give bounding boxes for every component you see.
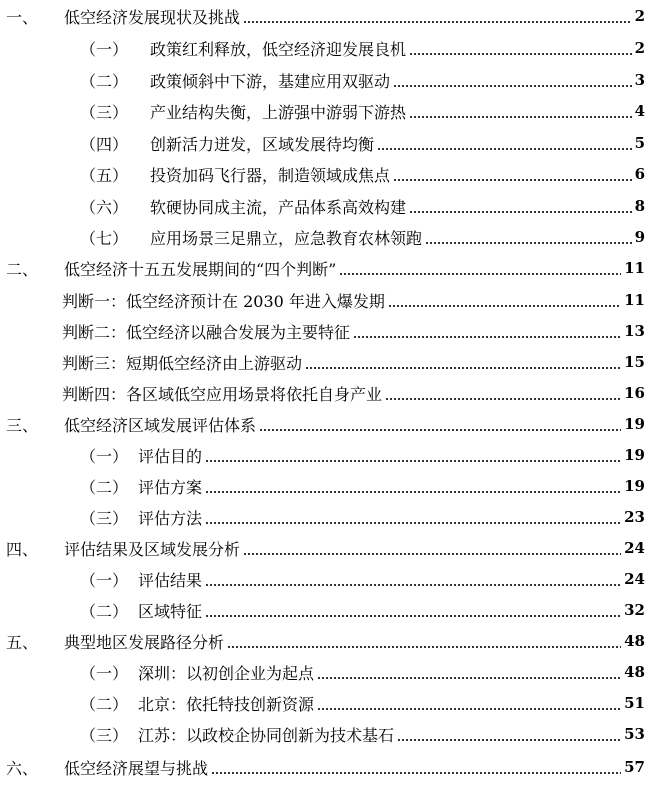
- toc-entry-number: （四）: [80, 134, 129, 154]
- toc-entry-page: 6: [634, 165, 645, 183]
- leader-dots: [205, 584, 621, 586]
- toc-entry[interactable]: [0, 68, 645, 92]
- toc-entry-page: 57: [624, 758, 645, 776]
- toc-entry[interactable]: [0, 319, 645, 343]
- toc-entry-page: 13: [624, 322, 645, 340]
- toc-entry-title: 创新活力迸发，区域发展待均衡: [150, 134, 375, 154]
- toc-entry-number: （一）: [80, 570, 129, 590]
- toc-entry-number: （五）: [80, 165, 129, 185]
- leader-dots: [388, 305, 621, 307]
- toc-entry-number: 判断一：: [62, 291, 127, 311]
- toc-entry-number: 三、: [6, 415, 39, 435]
- toc-entry-number: （三）: [80, 725, 129, 745]
- toc-entry-title: 政策倾斜中下游，基建应用双驱动: [150, 71, 391, 91]
- leader-dots: [409, 53, 632, 55]
- toc-entry-title: 短期低空经济由上游驱动: [126, 353, 303, 373]
- toc-entry-page: 2: [634, 39, 645, 57]
- leader-dots: [409, 211, 632, 213]
- toc-entry[interactable]: [0, 629, 645, 653]
- toc-entry-page: 19: [624, 446, 645, 464]
- toc-entry[interactable]: [0, 722, 645, 746]
- toc-entry-page: 48: [624, 632, 645, 650]
- leader-dots: [385, 398, 621, 400]
- toc-entry-title: 低空经济以融合发展为主要特征: [126, 322, 351, 342]
- toc-entry-title: 低空经济发展现状及挑战: [64, 7, 241, 27]
- toc-entry-page: 24: [624, 570, 645, 588]
- toc-entry-page: 32: [624, 601, 645, 619]
- toc-entry-title: 深圳：以初创企业为起点: [138, 663, 315, 683]
- toc-entry-page: 3: [634, 71, 645, 89]
- leader-dots: [393, 179, 632, 181]
- toc-entry-title: 各区域低空应用场景将依托自身产业: [126, 384, 383, 404]
- toc-entry-number: （二）: [80, 601, 129, 621]
- toc-entry-number: 判断二：: [62, 322, 127, 342]
- toc-entry-number: 二、: [6, 259, 39, 279]
- toc-entry-title: 江苏：以政校企协同创新为技术基石: [138, 725, 395, 745]
- toc-entry-page: 23: [624, 508, 645, 526]
- toc-entry-number: （三）: [80, 102, 129, 122]
- leader-dots: [243, 21, 632, 23]
- toc-entry-number: （六）: [80, 197, 129, 217]
- leader-dots: [205, 460, 621, 462]
- toc-entry-title: 应用场景三足鼎立，应急教育农林领跑: [150, 228, 423, 248]
- leader-dots: [243, 553, 621, 555]
- toc-entry-title: 低空经济展望与挑战: [64, 758, 209, 778]
- toc-entry-number: （七）: [80, 228, 129, 248]
- toc-entry-title: 低空经济区域发展评估体系: [64, 415, 257, 435]
- toc-entry-number: （一）: [80, 39, 129, 59]
- leader-dots: [317, 677, 621, 679]
- toc-entry-title: 投资加码飞行器，制造领域成焦点: [150, 165, 391, 185]
- toc-entry-number: （一）: [80, 663, 129, 683]
- toc-entry[interactable]: [0, 412, 645, 436]
- toc-entry[interactable]: [0, 598, 645, 622]
- toc-entry-title: 政策红利释放，低空经济迎发展良机: [150, 39, 407, 59]
- toc-entry-page: 16: [624, 384, 645, 402]
- toc-entry-title: 评估方案: [138, 477, 203, 497]
- toc-entry-title: 评估方法: [138, 508, 203, 528]
- toc-entry-page: 24: [624, 539, 645, 557]
- toc-entry-page: 19: [624, 415, 645, 433]
- toc-entry-title: 典型地区发展路径分析: [64, 632, 225, 652]
- toc-entry-page: 11: [624, 291, 645, 309]
- toc-entry-number: 一、: [6, 7, 39, 27]
- toc-entry[interactable]: [0, 443, 645, 467]
- toc-entry[interactable]: [0, 288, 645, 312]
- toc-entry[interactable]: [0, 36, 645, 60]
- toc-entry-page: 19: [624, 477, 645, 495]
- toc-entry-title: 评估目的: [138, 446, 203, 466]
- leader-dots: [409, 116, 632, 118]
- toc-entry[interactable]: [0, 99, 645, 123]
- toc-entry[interactable]: [0, 660, 645, 684]
- toc-entry[interactable]: [0, 256, 645, 280]
- toc-entry-title: 低空经济十五五发展期间的“四个判断”: [64, 259, 337, 279]
- leader-dots: [211, 772, 621, 774]
- toc-entry-number: （二）: [80, 71, 129, 91]
- toc-entry-title: 低空经济预计在 2030 年进入爆发期: [126, 291, 385, 311]
- toc-entry-page: 53: [624, 725, 645, 743]
- toc-entry[interactable]: [0, 474, 645, 498]
- toc-entry[interactable]: [0, 131, 645, 155]
- toc-entry-page: 9: [634, 228, 645, 246]
- toc-entry-number: （一）: [80, 446, 129, 466]
- leader-dots: [317, 708, 621, 710]
- toc-entry[interactable]: [0, 691, 645, 715]
- leader-dots: [377, 148, 632, 150]
- toc-entry-number: 六、: [6, 758, 39, 778]
- toc-entry-page: 4: [634, 102, 645, 120]
- toc-entry[interactable]: [0, 350, 645, 374]
- toc-entry-title: 区域特征: [138, 601, 203, 621]
- toc-entry[interactable]: [0, 567, 645, 591]
- toc-entry-title: 评估结果及区域发展分析: [64, 539, 241, 559]
- leader-dots: [305, 367, 621, 369]
- toc-entry[interactable]: [0, 755, 645, 779]
- leader-dots: [353, 336, 621, 338]
- toc-entry-page: 5: [634, 134, 645, 152]
- toc-entry-page: 2: [634, 7, 645, 25]
- toc-entry[interactable]: [0, 505, 645, 529]
- toc-entry-number: 判断四：: [62, 384, 127, 404]
- toc-entry-number: （三）: [80, 508, 129, 528]
- leader-dots: [397, 739, 621, 741]
- toc-entry-number: 五、: [6, 632, 39, 652]
- toc-entry-number: （二）: [80, 694, 129, 714]
- toc-entry-number: 判断三：: [62, 353, 127, 373]
- leader-dots: [205, 522, 621, 524]
- leader-dots: [205, 491, 621, 493]
- toc-entry[interactable]: [0, 4, 645, 28]
- toc-entry-page: 15: [624, 353, 645, 371]
- leader-dots: [425, 242, 632, 244]
- toc-entry-number: （二）: [80, 477, 129, 497]
- toc-entry[interactable]: [0, 536, 645, 560]
- toc-entry-page: 48: [624, 663, 645, 681]
- leader-dots: [393, 85, 632, 87]
- toc-entry[interactable]: [0, 162, 645, 186]
- leader-dots: [205, 615, 621, 617]
- toc-entry-page: 11: [624, 259, 645, 277]
- leader-dots: [227, 646, 621, 648]
- toc-entry-title: 软硬协同成主流，产品体系高效构建: [150, 197, 407, 217]
- leader-dots: [339, 273, 621, 275]
- toc-entry-page: 8: [634, 197, 645, 215]
- toc-entry-page: 51: [624, 694, 645, 712]
- toc-entry[interactable]: [0, 194, 645, 218]
- toc-entry-title: 北京：依托特技创新资源: [138, 694, 315, 714]
- toc-entry-title: 评估结果: [138, 570, 203, 590]
- toc-entry[interactable]: [0, 225, 645, 249]
- leader-dots: [259, 429, 621, 431]
- toc-entry-number: 四、: [6, 539, 39, 559]
- toc-entry[interactable]: [0, 381, 645, 405]
- toc-entry-title: 产业结构失衡，上游强中游弱下游热: [150, 102, 407, 122]
